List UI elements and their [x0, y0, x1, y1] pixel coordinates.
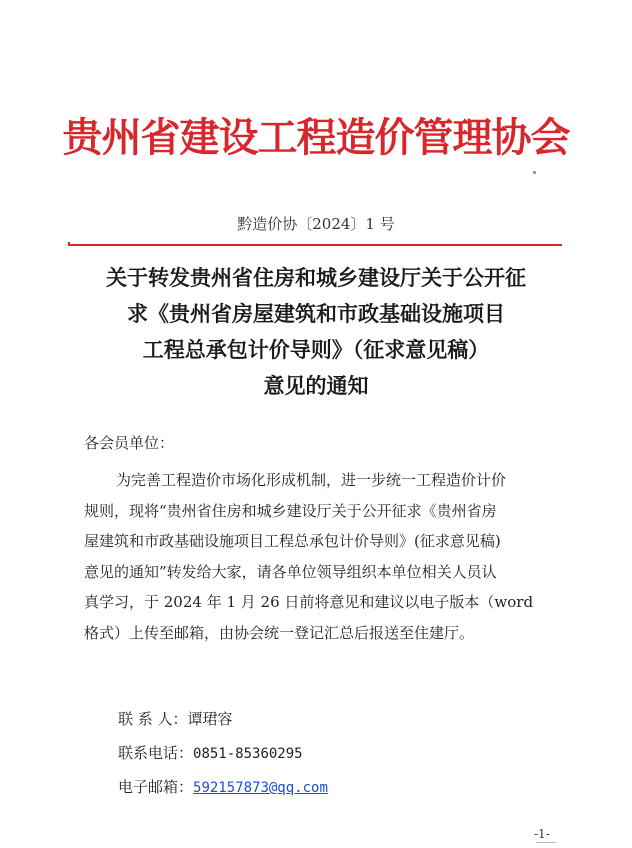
contact-phone-value: 0851-85360295 [193, 746, 303, 762]
contact-phone [118, 742, 303, 765]
page-number: -1- [534, 827, 550, 841]
organization-title: 贵州省建设工程造价管理协会 [62, 114, 570, 161]
document-number: 黔造价协〔2024〕1 号 [237, 215, 395, 233]
print-mark [533, 171, 536, 174]
page-number-underline [536, 842, 556, 843]
paragraph-line: 格式）上传至邮箱，由协会统一登记汇总后报送至住建厅。 [84, 623, 475, 642]
contact-person-label: 联 系 人： [118, 710, 188, 728]
header-red-rule [68, 244, 562, 246]
title-line: 关于转发贵州省住房和城乡建设厅关于公开征 [106, 266, 526, 290]
body-paragraph [84, 465, 556, 648]
paragraph-line: 为完善工程造价市场化形成机制，进一步统一工程造价计价 [116, 471, 507, 489]
contact-phone-label: 联系电话： [118, 744, 194, 762]
email-link[interactable]: 592157873@qq.com [193, 780, 328, 796]
paragraph-line: 屋建筑和市政基础设施项目工程总承包计价导则》(征求意见稿) [84, 532, 501, 550]
contact-person [118, 708, 233, 730]
salutation: 各会员单位： [84, 434, 175, 452]
contact-person-value: 谭珺容 [187, 710, 233, 728]
title-line: 工程总承包计价导则》（征求意见稿） [142, 338, 490, 362]
document-title [40, 260, 592, 404]
title-line: 意见的通知 [263, 374, 369, 398]
paragraph-line: 规则，现将“贵州省住房和城乡建设厅关于公开征求《贵州省房 [84, 501, 497, 520]
contact-email-label: 电子邮箱： [118, 778, 194, 796]
header-red-rule-tick [68, 242, 70, 244]
title-line: 求《贵州省房屋建筑和市政基础设施项目 [127, 302, 505, 326]
contact-email [118, 776, 328, 799]
paragraph-line: 意见的通知”转发给大家，请各单位领导组织本单位相关人员认 [84, 562, 497, 581]
paragraph-line: 真学习，于 2024 年 1 月 26 日前将意见和建议以电子版本（word [84, 593, 534, 611]
